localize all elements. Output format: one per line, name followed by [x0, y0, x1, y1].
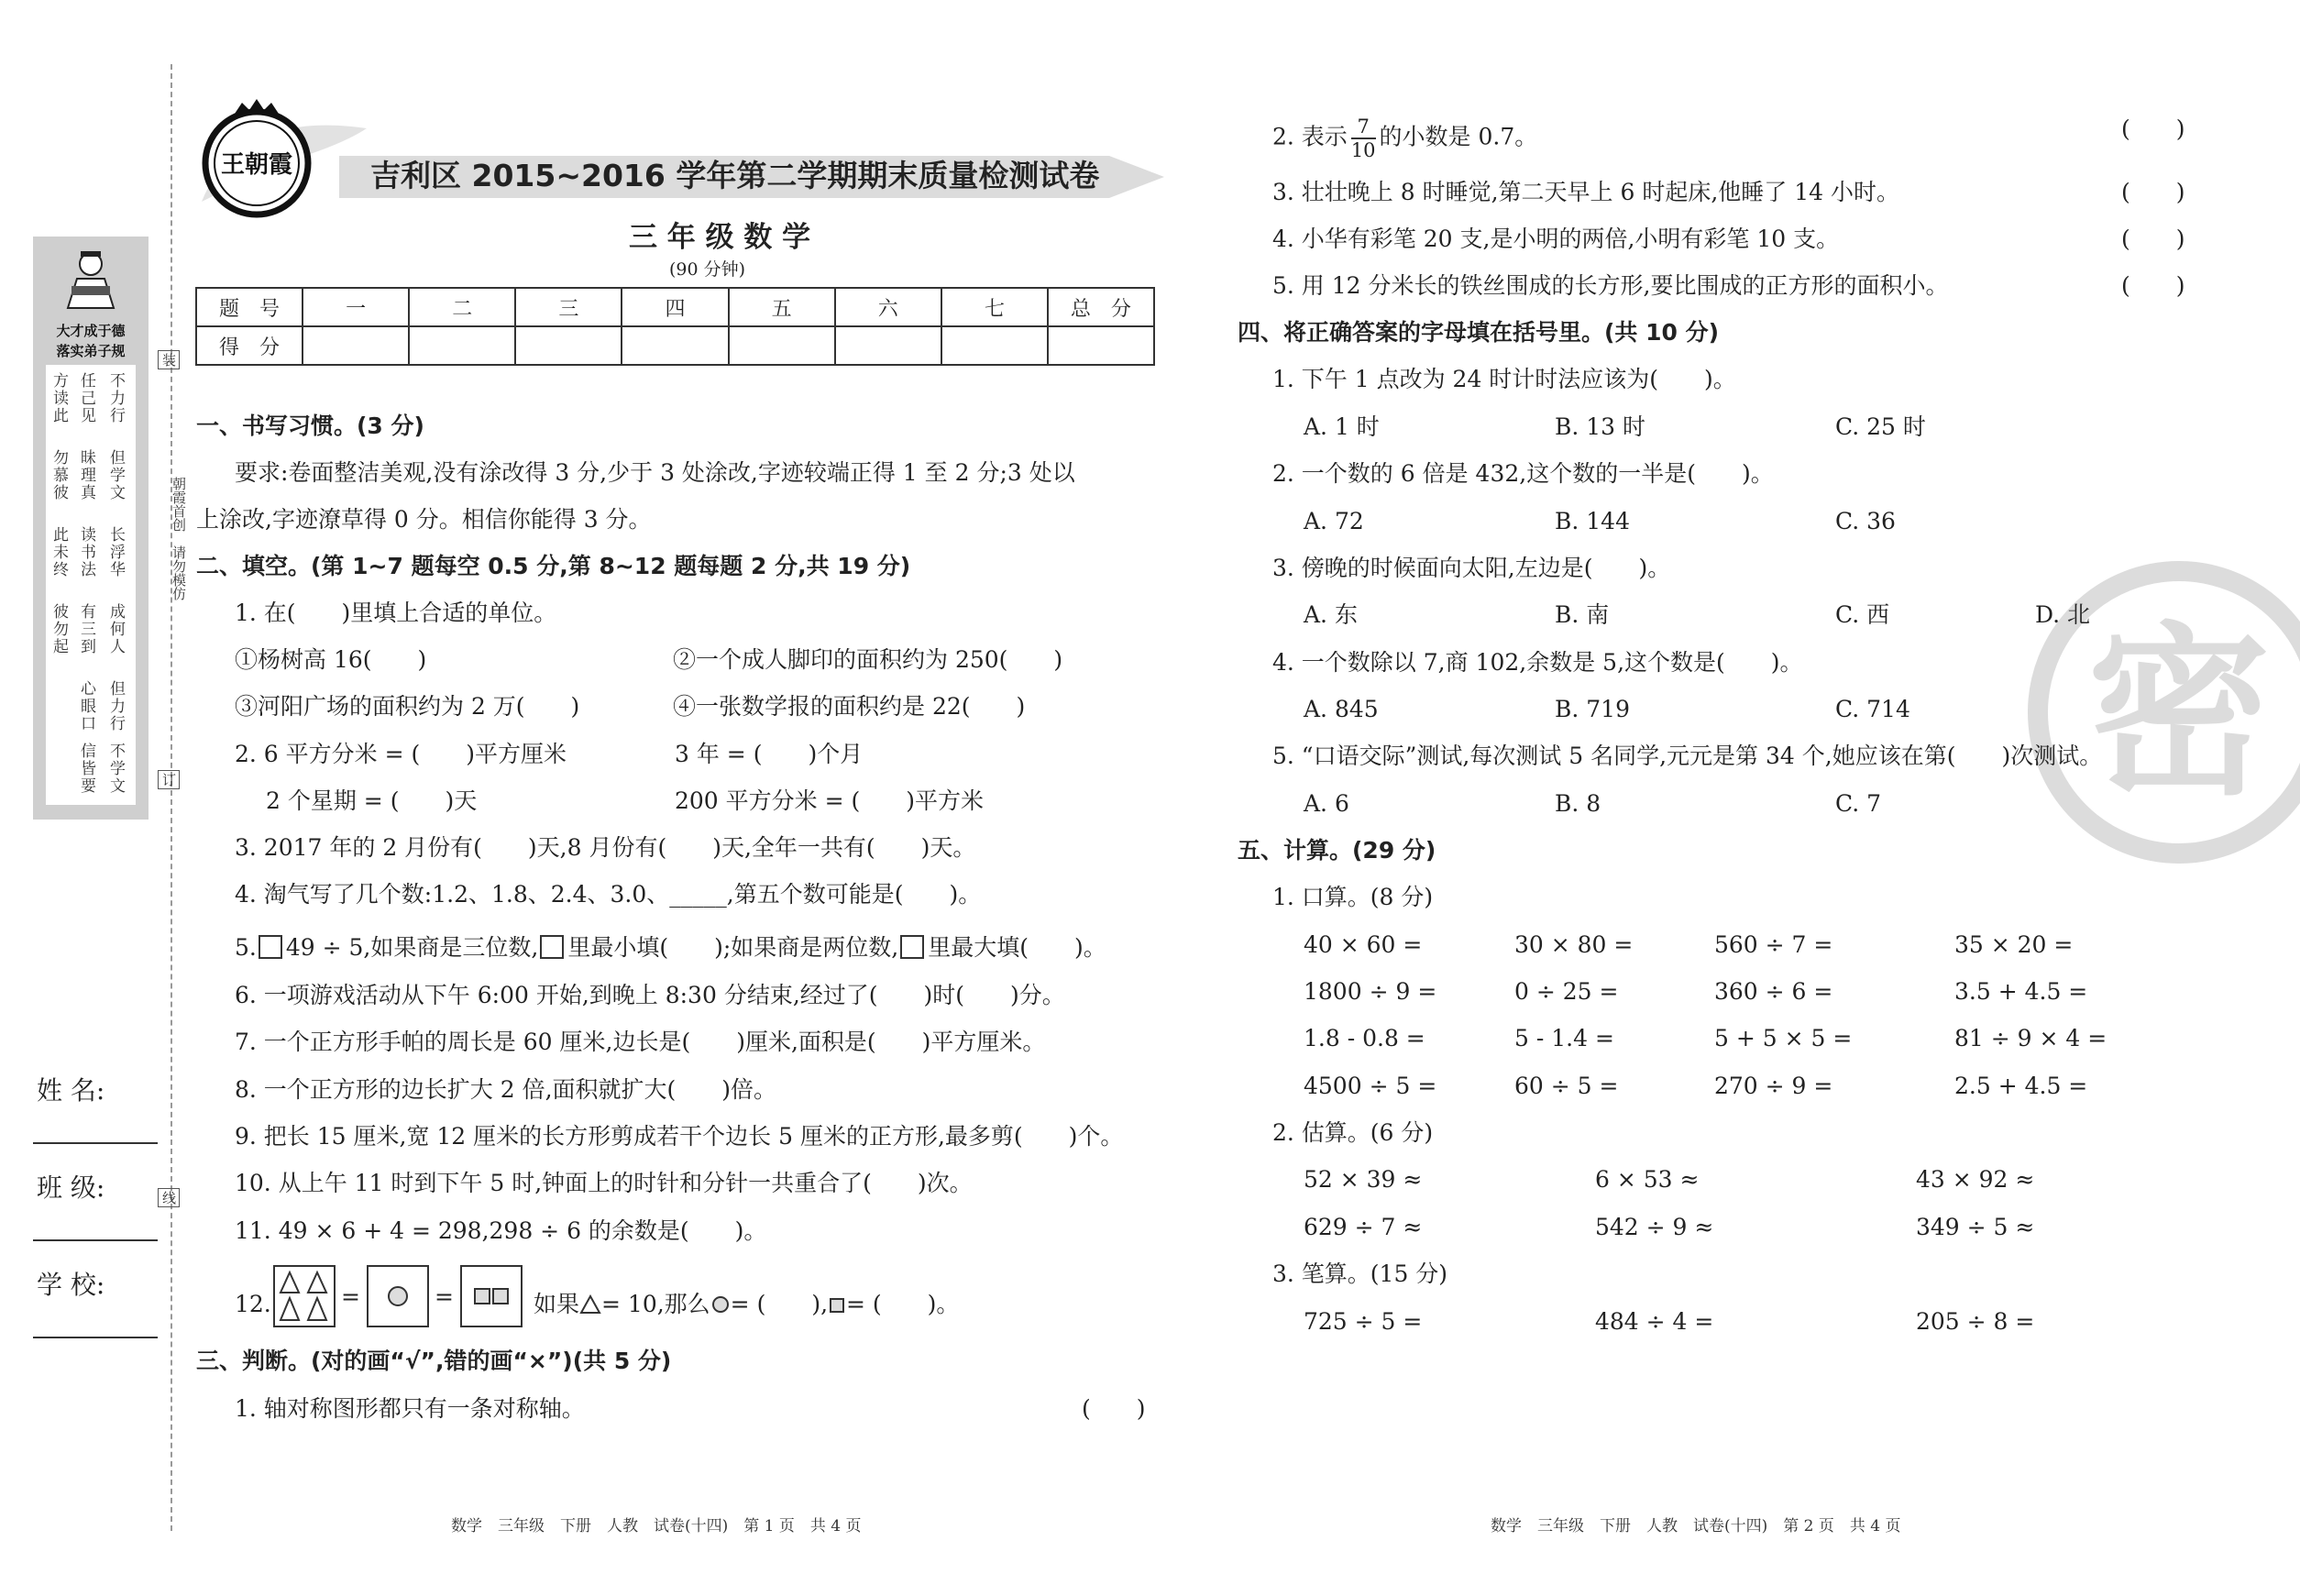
fill-q1c: ③河阳广场的面积约为 2 万( ): [235, 693, 580, 720]
choice-q3-option[interactable]: B. 南: [1555, 601, 1610, 628]
choice-q1-option[interactable]: B. 13 时: [1555, 413, 1646, 440]
score-entry-cell[interactable]: [622, 326, 728, 365]
watermark-char: 密: [2086, 607, 2271, 820]
circle-icon: [710, 1294, 731, 1315]
written-calc-item: 484 ÷ 4 =: [1595, 1308, 1714, 1335]
oral-calc-item: 5 + 5 × 5 =: [1714, 1025, 1853, 1051]
fill-q1a: ①杨树高 16( ): [235, 646, 427, 673]
score-entry-cell[interactable]: [409, 326, 515, 365]
score-entry-cell[interactable]: [941, 326, 1048, 365]
estimate-item: 349 ÷ 5 ≈: [1916, 1214, 2035, 1240]
score-table-cell: 五: [729, 288, 835, 326]
sidebar-panel: [33, 237, 149, 820]
oral-calc-item: 40 × 60 =: [1304, 931, 1423, 958]
sidebar-col: 不学文: [106, 743, 125, 795]
score-entry-cell[interactable]: [729, 326, 835, 365]
score-table-cell: 二: [409, 288, 515, 326]
oral-calc-item: 0 ÷ 25 =: [1514, 978, 1619, 1005]
exam-duration: (90 分钟): [669, 259, 746, 280]
triangles-box: [273, 1265, 336, 1327]
logo-text: 王朝霞: [220, 151, 293, 179]
score-table-cell: 六: [835, 288, 941, 326]
score-entry-cell[interactable]: [835, 326, 941, 365]
fill-q7: 7. 一个正方形手帕的周长是 60 厘米,边长是( )厘米,面积是( )平方厘米。: [235, 1029, 1046, 1055]
sidebar-col: 心眼口: [77, 680, 95, 732]
fill-q1: 1. 在( )里填上合适的单位。: [235, 600, 557, 626]
sidebar-col: 勿慕彼: [50, 449, 68, 501]
fill-q12-number: 12.: [235, 1291, 271, 1317]
judge-q4-answer[interactable]: ( ): [2121, 226, 2185, 252]
triangle-icon: [579, 1294, 601, 1315]
choice-q2-option[interactable]: B. 144: [1555, 508, 1630, 534]
sidebar-col: 长浮华: [106, 526, 125, 578]
sidebar-text-area: [46, 365, 136, 805]
school-field[interactable]: [33, 1337, 158, 1338]
fill-q8: 8. 一个正方形的边长扩大 2 倍,面积就扩大( )倍。: [235, 1076, 777, 1103]
section1-requirement-line1: 要求:卷面整洁美观,没有涂改得 3 分,少于 3 处涂改,字迹较端正得 1 至 2 分;3 处以: [235, 459, 1075, 486]
margin-copyright-note: 朝霞首创 请勿模仿: [171, 477, 187, 600]
score-table-cell: 三: [515, 288, 622, 326]
choice-q1: 1. 下午 1 点改为 24 时计时法应该为( )。: [1272, 366, 1736, 392]
score-table-cell: 得 分: [196, 326, 303, 365]
oral-calc-item: 60 ÷ 5 =: [1514, 1073, 1619, 1099]
oral-calc-item: 270 ÷ 9 =: [1714, 1073, 1833, 1099]
fraction-denominator: 10: [1350, 139, 1376, 161]
judge-q5: 5. 用 12 分米长的铁丝围成的长方形,要比围成的正方形的面积小。: [1272, 272, 1949, 299]
section2-heading: 二、填空。(第 1~7 题每空 0.5 分,第 8~12 题每题 2 分,共 19 分): [196, 553, 911, 579]
subject-title: 三 年 级 数 学: [629, 221, 811, 254]
score-table-cell: 题 号: [196, 288, 303, 326]
square-blank-icon: [900, 935, 924, 959]
oral-calc-item: 5 - 1.4 =: [1514, 1025, 1614, 1051]
q12-text-a: 如果: [534, 1291, 580, 1317]
oral-calc-item: 1800 ÷ 9 =: [1304, 978, 1437, 1005]
score-table-cell: 七: [941, 288, 1048, 326]
q12-text-b: = 10,那么: [601, 1291, 710, 1317]
school-label: 学 校:: [37, 1270, 105, 1300]
fill-q1d: ④一张数学报的面积约是 22( ): [673, 693, 1026, 720]
q12-equals-1: =: [341, 1283, 360, 1310]
estimate-item: 52 × 39 ≈: [1304, 1166, 1423, 1193]
judge-q3: 3. 壮壮晚上 8 时睡觉,第二天早上 6 时起床,他睡了 14 小时。: [1272, 179, 1899, 205]
square-blank-icon: [540, 935, 564, 959]
fill-q5: [235, 934, 1106, 962]
score-table-cell: 总 分: [1048, 288, 1154, 326]
sidebar-col: 任己见: [77, 372, 95, 424]
judge-q2-answer[interactable]: ( ): [2121, 116, 2185, 142]
fill-q4: 4. 淘气写了几个数:1.2、1.8、2.4、3.0、_____,第五个数可能是( )。: [235, 881, 982, 908]
squares-box: [460, 1265, 523, 1327]
sidebar-col: 不力行: [106, 372, 125, 424]
scholar-mascot-icon: [55, 244, 127, 315]
judge-q3-answer[interactable]: ( ): [2121, 179, 2185, 205]
estimate-item: 6 × 53 ≈: [1595, 1166, 1700, 1193]
score-entry-cell[interactable]: [1048, 326, 1154, 365]
fraction-numerator: 7: [1351, 116, 1376, 139]
section4-heading: 四、将正确答案的字母填在括号里。(共 10 分): [1238, 319, 1720, 346]
oral-calc-item: 1.8 - 0.8 =: [1304, 1025, 1425, 1051]
choice-q5-option[interactable]: C. 7: [1835, 790, 1882, 817]
score-entry-cell[interactable]: [515, 326, 622, 365]
sidebar-col: 方读此: [50, 372, 68, 424]
written-calc-item: 725 ÷ 5 =: [1304, 1308, 1423, 1335]
q12-equals-2: =: [435, 1283, 454, 1310]
score-table-score-row: [196, 326, 1154, 365]
fill-q6: 6. 一项游戏活动从下午 6:00 开始,到晚上 8:30 分结束,经过了( )时( )分。: [235, 982, 1065, 1008]
sidebar-motto-2: 落实弟子规: [56, 343, 126, 359]
fill-q1b: ②一个成人脚印的面积约为 250( ): [673, 646, 1063, 673]
written-calc-item: 205 ÷ 8 =: [1916, 1308, 2035, 1335]
circle-box: [367, 1265, 429, 1327]
choice-q1-option[interactable]: A. 1 时: [1304, 413, 1380, 440]
fill-q5-part-b: 里最小填( );如果商是两位数,: [567, 934, 899, 961]
choice-q1-option[interactable]: C. 25 时: [1835, 413, 1926, 440]
circle-icon: [369, 1267, 427, 1326]
fill-q5-part-c: 里最大填( )。: [928, 934, 1106, 961]
judge-q2-suffix: 的小数是 0.7。: [1379, 123, 1538, 150]
choice-q4: 4. 一个数除以 7,商 102,余数是 5,这个数是( )。: [1272, 649, 1803, 676]
oral-calc-heading: 1. 口算。(8 分): [1272, 884, 1434, 910]
class-label: 班 级:: [37, 1172, 105, 1203]
choice-q4-option[interactable]: B. 719: [1555, 696, 1630, 722]
section3-heading: 三、判断。(对的画“√”,错的画“×”)(共 5 分): [196, 1348, 672, 1374]
four-triangles-icon: [275, 1267, 334, 1326]
judge-q1: 1. 轴对称图形都只有一条对称轴。: [235, 1395, 585, 1422]
estimate-item: 629 ÷ 7 ≈: [1304, 1214, 1423, 1240]
fill-q3: 3. 2017 年的 2 月份有( )天,8 月份有( )天,全年一共有( )天。: [235, 834, 976, 861]
judge-q1-answer[interactable]: ( ): [1082, 1395, 1146, 1422]
sidebar-col: 此未终: [50, 526, 68, 578]
q12-text-d: = ( )。: [846, 1291, 960, 1317]
section1-heading: 一、书写习惯。(3 分): [196, 413, 424, 439]
choice-q4-option[interactable]: C. 714: [1835, 696, 1910, 722]
fill-q2d: 200 平方分米 = ( )平方米: [675, 787, 985, 814]
choice-q2-option[interactable]: C. 36: [1835, 508, 1896, 534]
fill-q2b: 3 年 = ( )个月: [675, 741, 864, 767]
student-name-field[interactable]: [33, 1142, 158, 1144]
sidebar-col: 读书法: [77, 526, 95, 578]
choice-q3-option[interactable]: C. 西: [1835, 601, 1890, 628]
exam-title: 吉利区 2015~2016 学年第二学期期末质量检测试卷: [370, 158, 1100, 193]
choice-q3-option[interactable]: A. 东: [1304, 601, 1358, 628]
sidebar-col: 有三到: [77, 603, 95, 655]
estimate-heading: 2. 估算。(6 分): [1272, 1119, 1434, 1146]
oral-calc-item: 3.5 + 4.5 =: [1954, 978, 2088, 1005]
sidebar-motto-1: 大才成于德: [56, 323, 126, 339]
square-blank-icon: [259, 935, 282, 959]
choice-q3-option[interactable]: D. 北: [2035, 601, 2091, 628]
q12-text-c: = ( ),: [730, 1291, 829, 1317]
oral-calc-item: 81 ÷ 9 × 4 =: [1954, 1025, 2107, 1051]
score-entry-cell[interactable]: [303, 326, 409, 365]
margin-mark-ding: 订: [158, 770, 180, 789]
section5-heading: 五、计算。(29 分): [1238, 837, 1436, 864]
fill-q9: 9. 把长 15 厘米,宽 12 厘米的长方形剪成若干个边长 5 厘米的正方形,最多剪( )个。: [235, 1123, 1124, 1150]
class-field[interactable]: [33, 1239, 158, 1241]
student-name-label: 姓 名:: [37, 1075, 105, 1106]
choice-q4-option[interactable]: A. 845: [1304, 696, 1379, 722]
sidebar-col: 彼勿起: [50, 603, 68, 655]
sidebar-col: 但学文: [106, 449, 125, 501]
oral-calc-item: 4500 ÷ 5 =: [1304, 1073, 1437, 1099]
choice-q2-option[interactable]: A. 72: [1304, 508, 1364, 534]
score-table: [195, 287, 1155, 366]
margin-mark-zhuang: 装: [158, 350, 180, 369]
choice-q5-option[interactable]: B. 8: [1555, 790, 1601, 817]
score-table-cell: 四: [622, 288, 728, 326]
estimate-item: 43 × 92 ≈: [1916, 1166, 2035, 1193]
footer-right: 数学 三年级 下册 人教 试卷(十四) 第 2 页 共 4 页: [1491, 1517, 1901, 1535]
oral-calc-item: 560 ÷ 7 =: [1714, 931, 1833, 958]
fill-q2c: 2 个星期 = ( )天: [266, 787, 478, 814]
score-table-cell: 一: [303, 288, 409, 326]
square-icon: [828, 1296, 846, 1315]
judge-q2-prefix: 2. 表示: [1272, 123, 1348, 150]
estimate-item: 542 ÷ 9 ≈: [1595, 1214, 1714, 1240]
fill-q10: 10. 从上午 11 时到下午 5 时,钟面上的时针和分针一共重合了( )次。: [235, 1170, 973, 1196]
fill-q5-number: 5.: [235, 934, 257, 961]
choice-q5-option[interactable]: A. 6: [1304, 790, 1349, 817]
judge-q4: 4. 小华有彩笔 20 支,是小明的两倍,小明有彩笔 10 支。: [1272, 226, 1840, 252]
footer-left: 数学 三年级 下册 人教 试卷(十四) 第 1 页 共 4 页: [451, 1517, 862, 1535]
section1-requirement-line2: 上涂改,字迹潦草得 0 分。相信你能得 3 分。: [196, 506, 652, 533]
oral-calc-item: 35 × 20 =: [1954, 931, 2074, 958]
two-squares-icon: [462, 1267, 521, 1326]
oral-calc-item: 2.5 + 4.5 =: [1954, 1073, 2088, 1099]
sidebar-col: 昧理真: [77, 449, 95, 501]
sidebar-col: 信皆要: [77, 743, 95, 795]
oral-calc-item: 30 × 80 =: [1514, 931, 1634, 958]
fill-q2a: 2. 6 平方分米 = ( )平方厘米: [235, 741, 567, 767]
sidebar-col: 成何人: [106, 603, 125, 655]
written-calc-heading: 3. 笔算。(15 分): [1272, 1260, 1448, 1287]
fill-q5-part-a: 49 ÷ 5,如果商是三位数,: [285, 934, 539, 961]
judge-q5-answer[interactable]: ( ): [2121, 272, 2185, 299]
binding-dashed-line: [171, 64, 172, 1531]
choice-q2: 2. 一个数的 6 倍是 432,这个数的一半是( )。: [1272, 460, 1774, 487]
score-table-header-row: [196, 288, 1154, 326]
oral-calc-item: 360 ÷ 6 =: [1714, 978, 1833, 1005]
judge-q2: [1272, 116, 1537, 161]
margin-mark-xian: 线: [158, 1188, 180, 1207]
fraction-seven-tenths: [1351, 116, 1376, 161]
fill-q12-condition: [534, 1291, 959, 1318]
choice-q3: 3. 傍晚的时候面向太阳,左边是( )。: [1272, 555, 1671, 581]
sidebar-col: 但力行: [106, 680, 125, 732]
fill-q11: 11. 49 × 6 + 4 = 298,298 ÷ 6 的余数是( )。: [235, 1217, 767, 1244]
choice-q5: 5. “口语交际”测试,每次测试 5 名同学,元元是第 34 个,她应该在第( )次测试。: [1272, 743, 2103, 769]
